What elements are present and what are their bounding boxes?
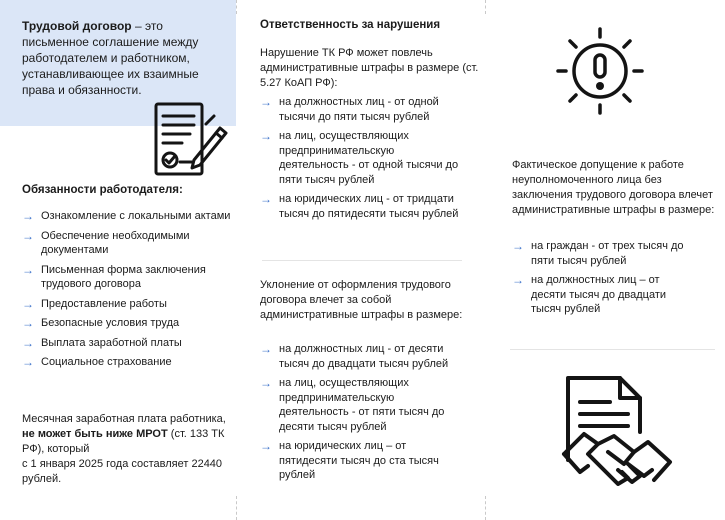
evasion-fines-list (260, 342, 460, 483)
duties-list (22, 209, 234, 370)
list-item: → Обеспечение необходимыми документами (22, 229, 234, 258)
evasion-intro: Уклонение от оформления трудового договора влечет за собой административные штрафы в размере: (260, 279, 463, 321)
list-item: → на лиц, осуществляющих предпринимательскую деятельность - от пяти тысяч до десяти тысяч рублей (260, 376, 460, 434)
list-item: → Выплата заработной платы (22, 336, 234, 351)
list-item: → Социальное страхование (22, 355, 234, 370)
salary-mrot: не может быть ниже МРОТ (22, 428, 168, 440)
divider (262, 260, 462, 261)
salary-note: Месячная заработная плата работника, не может быть ниже МРОТ (ст. 133 ТК РФ), который с 1 января 2025 года составляет 22440 рублей. (22, 413, 226, 485)
list-item: → Предоставление работы (22, 297, 234, 312)
duties-title: Обязанности работодателя: (22, 184, 183, 196)
violation-fines-list (260, 95, 460, 221)
list-item: → на должностных лиц - от одной тысячи до пяти тысяч рублей (260, 95, 460, 124)
divider (510, 349, 715, 350)
liability-title: Ответственность за нарушения (260, 19, 441, 31)
fold-mark (485, 496, 486, 520)
document-handshake-icon (558, 372, 678, 498)
list-item: → на юридических лиц - от тридцати тысяч до пятидесяти тысяч рублей (260, 192, 460, 221)
list-item: → на лиц, осуществляющих предпринимательскую деятельность - от одной тысячи до пяти тысяч рублей (260, 129, 460, 187)
unauthorized-intro: Фактическое допущение к работе неуполномоченного лица без заключения трудового договора влечет административные штрафы в размере: (512, 159, 715, 216)
list-item: → Безопасные условия труда (22, 316, 234, 331)
fold-mark (485, 0, 486, 14)
definition-text (22, 18, 218, 98)
definition-body: – это письменное соглашение между работодателем и работником, устанавливающее их взаимные права и обязанности. (22, 19, 199, 97)
violation-intro: Нарушение ТК РФ может повлечь административные штрафы в размере (ст. 5.27 КоАП РФ): (260, 47, 479, 89)
list-item: → на юридических лиц – от пятидесяти тысяч до ста тысяч рублей (260, 439, 460, 483)
list-item: → на должностных лиц - от десяти тысяч до двадцати тысяч рублей (260, 342, 460, 371)
list-item: → на граждан - от трех тысяч до пяти тысяч рублей (512, 239, 692, 268)
warning-sun-icon (555, 25, 645, 117)
definition-term: Трудовой договор (22, 19, 132, 33)
fold-mark (236, 496, 237, 520)
fold-mark (236, 0, 237, 14)
contract-pen-icon (150, 100, 230, 180)
list-item: → Письменная форма заключения трудового договора (22, 263, 234, 292)
list-item: → Ознакомление с локальными актами (22, 209, 234, 224)
unauthorized-fines-list (512, 239, 692, 317)
list-item: → на должностных лиц – от десяти тысяч до двадцати тысяч рублей (512, 273, 692, 317)
